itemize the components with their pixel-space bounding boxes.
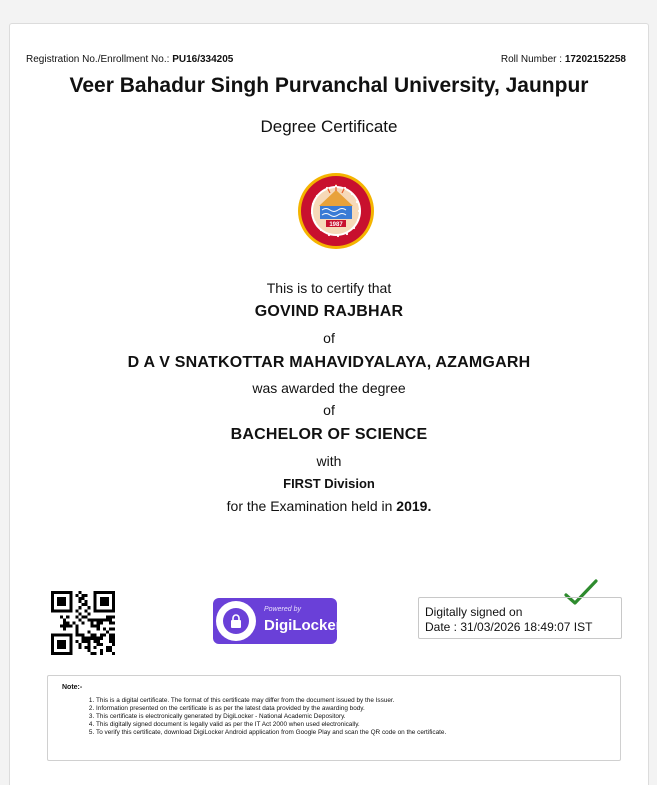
digilocker-name: DigiLocker [264, 617, 342, 634]
list-item: 4. This digitally signed document is legally valid as per the IT Act 2000 when used electronically. [96, 721, 446, 729]
exam-year: 2019. [396, 498, 432, 514]
registration-number: Registration No./Enrollment No.: PU16/334205 [26, 54, 234, 65]
roll-number: Roll Number : 17202152258 [500, 54, 626, 65]
with-connector: with [316, 453, 342, 469]
division: FIRST Division [283, 476, 375, 491]
university-name: Veer Bahadur Singh Purvanchal University, Jaunpur [69, 74, 589, 97]
qr-code-icon [51, 591, 115, 655]
list-item: 5. To verify this certificate, download DigiLocker Android application from Google Play and scan the QR code on the certificate. [96, 729, 446, 737]
note-box [47, 675, 621, 761]
certify-line: This is to certify that [266, 280, 392, 296]
university-seal-icon [297, 172, 375, 250]
digital-signature-box [418, 597, 622, 639]
signature-date: Date : 31/03/2026 18:49:07 IST [425, 620, 593, 634]
awarded-line: was awarded the degree [252, 380, 406, 396]
document-type: Degree Certificate [260, 117, 398, 136]
digilocker-powered-by: Powered by [264, 606, 301, 613]
of-connector: of [323, 402, 335, 418]
list-item: 3. This certificate is electronically generated by DigiLocker - National Academic Depository. [96, 713, 446, 721]
list-item: 2. Information presented on the certificate is as per the latest data provided by the awarding body. [96, 705, 446, 713]
list-item: 1. This is a digital certificate. The format of this certificate may differ from the document issued by the Issuer. [96, 697, 446, 705]
degree-name: BACHELOR OF SCIENCE [230, 426, 428, 443]
signature-label: Digitally signed on [425, 605, 523, 619]
exam-line: for the Examination held in 2019. [226, 498, 432, 514]
seal-year: 1987 [329, 222, 343, 228]
certificate-page [9, 23, 649, 785]
note-list [78, 697, 446, 737]
student-name: GOVIND RAJBHAR [254, 303, 404, 320]
of-connector: of [323, 330, 335, 346]
note-title: Note:- [62, 684, 83, 691]
digilocker-badge [213, 598, 342, 644]
digilocker-logo-icon [216, 601, 256, 641]
college-name: D A V SNATKOTTAR MAHAVIDYALAYA, AZAMGARH [127, 354, 531, 371]
